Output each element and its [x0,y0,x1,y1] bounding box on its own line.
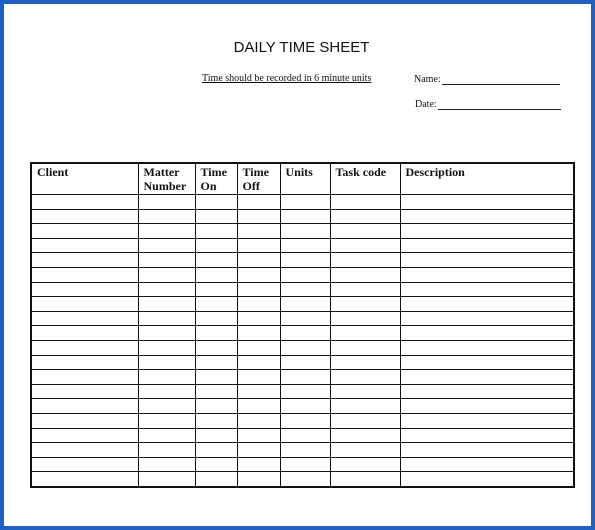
cell-time-on[interactable] [195,224,237,239]
cell-time-off[interactable] [237,413,280,428]
cell-units[interactable] [280,472,330,487]
table-row [31,355,574,370]
cell-task-code[interactable] [330,413,400,428]
cell-time-on[interactable] [195,384,237,399]
cell-client[interactable] [31,311,138,326]
table-row [31,311,574,326]
cell-time-on[interactable] [195,297,237,312]
cell-client[interactable] [31,253,138,268]
cell-matter-number[interactable] [138,297,195,312]
column-header-units: Units [280,163,330,195]
table-row [31,472,574,487]
table-row [31,238,574,253]
cell-time-on[interactable] [195,340,237,355]
cell-description[interactable] [400,209,574,224]
cell-units[interactable] [280,340,330,355]
cell-matter-number[interactable] [138,355,195,370]
cell-time-off[interactable] [237,326,280,341]
cell-time-on[interactable] [195,370,237,385]
cell-units[interactable] [280,457,330,472]
cell-units[interactable] [280,311,330,326]
cell-time-off[interactable] [237,370,280,385]
cell-matter-number[interactable] [138,326,195,341]
cell-matter-number[interactable] [138,238,195,253]
cell-time-off[interactable] [237,267,280,282]
cell-time-off[interactable] [237,340,280,355]
table-row [31,282,574,297]
cell-client[interactable] [31,443,138,458]
column-header-matter-number: Matter Number [138,163,195,195]
cell-time-on[interactable] [195,443,237,458]
table-row [31,224,574,239]
table-row [31,384,574,399]
cell-client[interactable] [31,428,138,443]
column-header-client: Client [31,163,138,195]
cell-time-on[interactable] [195,326,237,341]
cell-task-code[interactable] [330,195,400,210]
cell-matter-number[interactable] [138,209,195,224]
cell-client[interactable] [31,326,138,341]
cell-matter-number[interactable] [138,399,195,414]
cell-client[interactable] [31,413,138,428]
cell-units[interactable] [280,428,330,443]
cell-time-off[interactable] [237,443,280,458]
cell-matter-number[interactable] [138,413,195,428]
cell-description[interactable] [400,384,574,399]
cell-client[interactable] [31,340,138,355]
cell-time-off[interactable] [237,253,280,268]
cell-time-on[interactable] [195,457,237,472]
cell-description[interactable] [400,238,574,253]
cell-task-code[interactable] [330,297,400,312]
cell-units[interactable] [280,355,330,370]
cell-task-code[interactable] [330,238,400,253]
name-label: Name: [414,74,441,85]
cell-units[interactable] [280,238,330,253]
cell-client[interactable] [31,297,138,312]
table-header-row [31,163,574,195]
cell-task-code[interactable] [330,311,400,326]
cell-client[interactable] [31,399,138,414]
table-row [31,326,574,341]
table-row [31,428,574,443]
cell-task-code[interactable] [330,355,400,370]
column-header-time-off: Time Off [237,163,280,195]
cell-task-code[interactable] [330,340,400,355]
cell-time-on[interactable] [195,355,237,370]
cell-units[interactable] [280,413,330,428]
cell-time-on[interactable] [195,472,237,487]
cell-client[interactable] [31,282,138,297]
cell-units[interactable] [280,326,330,341]
date-field[interactable] [415,99,561,110]
cell-time-off[interactable] [237,238,280,253]
cell-time-on[interactable] [195,195,237,210]
cell-units[interactable] [280,253,330,268]
cell-time-off[interactable] [237,428,280,443]
cell-matter-number[interactable] [138,311,195,326]
cell-matter-number[interactable] [138,340,195,355]
cell-units[interactable] [280,399,330,414]
cell-task-code[interactable] [330,399,400,414]
cell-time-off[interactable] [237,282,280,297]
cell-client[interactable] [31,384,138,399]
cell-description[interactable] [400,311,574,326]
cell-description[interactable] [400,428,574,443]
cell-time-on[interactable] [195,311,237,326]
cell-time-off[interactable] [237,311,280,326]
time-units-note: Time should be recorded in 6 minute units [202,73,372,84]
column-header-description: Description [400,163,574,195]
time-sheet-table [30,162,575,488]
column-header-time-on: Time On [195,163,237,195]
cell-matter-number[interactable] [138,195,195,210]
cell-task-code[interactable] [330,267,400,282]
cell-client[interactable] [31,267,138,282]
cell-client[interactable] [31,224,138,239]
cell-description[interactable] [400,267,574,282]
table-body [31,195,574,487]
cell-description[interactable] [400,282,574,297]
cell-description[interactable] [400,399,574,414]
cell-client[interactable] [31,238,138,253]
date-label: Date: [415,99,437,110]
cell-matter-number[interactable] [138,472,195,487]
cell-description[interactable] [400,370,574,385]
cell-units[interactable] [280,224,330,239]
cell-task-code[interactable] [330,443,400,458]
cell-time-off[interactable] [237,399,280,414]
name-field[interactable] [414,74,560,85]
document-title: DAILY TIME SHEET [233,39,370,56]
cell-description[interactable] [400,224,574,239]
cell-task-code[interactable] [330,253,400,268]
cell-matter-number[interactable] [138,253,195,268]
cell-client[interactable] [31,355,138,370]
cell-time-on[interactable] [195,428,237,443]
cell-time-on[interactable] [195,282,237,297]
cell-description[interactable] [400,253,574,268]
cell-time-off[interactable] [237,457,280,472]
table-row [31,340,574,355]
cell-description[interactable] [400,413,574,428]
cell-task-code[interactable] [330,224,400,239]
cell-description[interactable] [400,457,574,472]
cell-time-on[interactable] [195,238,237,253]
cell-units[interactable] [280,370,330,385]
table-row [31,209,574,224]
table-row [31,443,574,458]
table-row [31,297,574,312]
table-row [31,370,574,385]
cell-time-off[interactable] [237,209,280,224]
cell-task-code[interactable] [330,209,400,224]
cell-units[interactable] [280,443,330,458]
cell-units[interactable] [280,267,330,282]
cell-time-off[interactable] [237,224,280,239]
cell-units[interactable] [280,384,330,399]
cell-units[interactable] [280,297,330,312]
cell-description[interactable] [400,355,574,370]
cell-matter-number[interactable] [138,224,195,239]
cell-time-off[interactable] [237,384,280,399]
cell-task-code[interactable] [330,472,400,487]
cell-matter-number[interactable] [138,370,195,385]
cell-units[interactable] [280,195,330,210]
cell-matter-number[interactable] [138,384,195,399]
cell-matter-number[interactable] [138,267,195,282]
table-row [31,399,574,414]
cell-task-code[interactable] [330,428,400,443]
name-input-line[interactable] [442,74,560,85]
cell-description[interactable] [400,340,574,355]
cell-units[interactable] [280,209,330,224]
cell-time-off[interactable] [237,297,280,312]
table-row [31,253,574,268]
table-row [31,267,574,282]
date-input-line[interactable] [438,99,561,110]
cell-matter-number[interactable] [138,457,195,472]
cell-task-code[interactable] [330,326,400,341]
cell-description[interactable] [400,472,574,487]
table-row [31,457,574,472]
cell-task-code[interactable] [330,282,400,297]
cell-task-code[interactable] [330,384,400,399]
cell-time-off[interactable] [237,355,280,370]
cell-description[interactable] [400,443,574,458]
cell-client[interactable] [31,195,138,210]
cell-matter-number[interactable] [138,443,195,458]
column-header-task-code: Task code [330,163,400,195]
cell-client[interactable] [31,457,138,472]
cell-time-off[interactable] [237,472,280,487]
cell-time-on[interactable] [195,253,237,268]
cell-description[interactable] [400,195,574,210]
cell-units[interactable] [280,282,330,297]
cell-description[interactable] [400,297,574,312]
cell-matter-number[interactable] [138,282,195,297]
cell-client[interactable] [31,472,138,487]
cell-time-on[interactable] [195,399,237,414]
cell-matter-number[interactable] [138,428,195,443]
cell-client[interactable] [31,370,138,385]
cell-task-code[interactable] [330,457,400,472]
table-row [31,413,574,428]
cell-time-on[interactable] [195,209,237,224]
cell-client[interactable] [31,209,138,224]
cell-task-code[interactable] [330,370,400,385]
table-row [31,195,574,210]
cell-time-on[interactable] [195,413,237,428]
cell-description[interactable] [400,326,574,341]
cell-time-on[interactable] [195,267,237,282]
cell-time-off[interactable] [237,195,280,210]
